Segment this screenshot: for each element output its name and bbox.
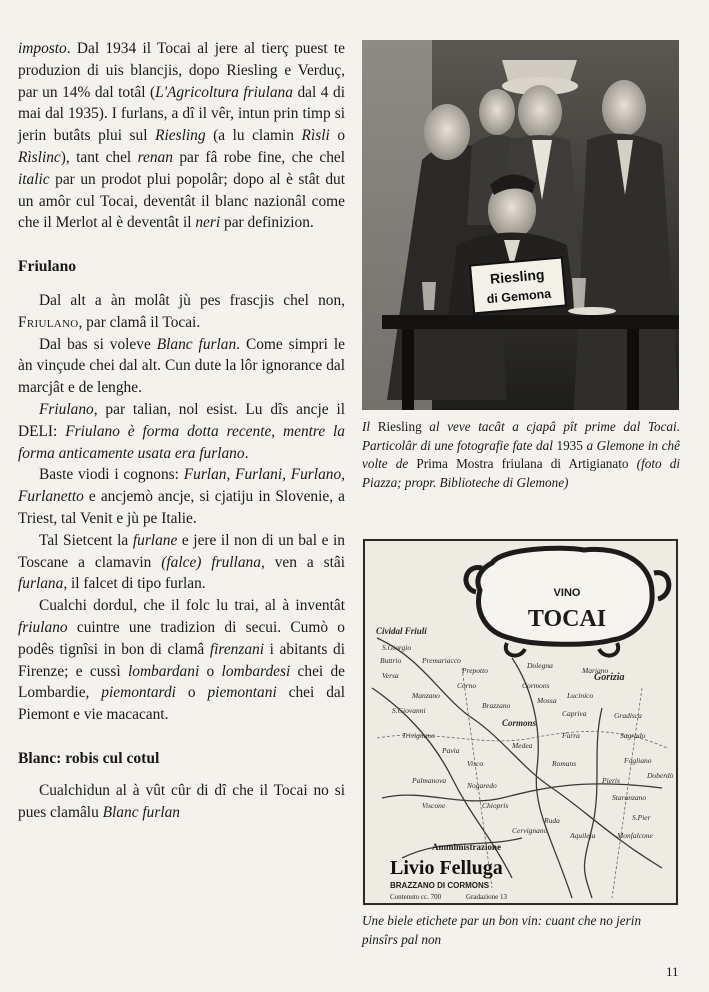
place-label: Fogliano xyxy=(624,756,652,765)
paragraph-6: Tal Sietcent la furlane e jere il non di un bal e in Toscane a clamavin (falce) frullana, ven a stâi furlana, il falcet di tipo furlan. xyxy=(18,531,346,593)
place-label: Sagrado xyxy=(620,731,646,740)
label-vino: VINO xyxy=(553,587,581,599)
place-label: Premariacco xyxy=(422,656,461,665)
paragraph-7: Cualchi dordul, che il folc lu trai, al à inventât friulano cuintre une tradizion di secui. Cumò o podês tignîsi in bon di clamâ firenzani i abitants di Firenze; e cussì lombardani o lombardesi chei de Lombardie, piemontardi o piemontani chei dal Piemont e vie macacant. xyxy=(18,597,346,724)
page-number: 11 xyxy=(666,964,679,979)
photo-illustration xyxy=(362,40,679,410)
left-column-text xyxy=(18,38,345,823)
label-tocai: TOCAI xyxy=(527,606,607,632)
wine-label-map xyxy=(362,538,679,906)
spacer xyxy=(18,278,345,290)
place-label: Doberdò xyxy=(647,771,674,780)
place-label: Prepotto xyxy=(462,666,488,675)
content-volume: Contenuto cc. 700 xyxy=(390,893,442,901)
place-label: Cervignano xyxy=(512,826,548,835)
spacer xyxy=(18,726,345,748)
place-label: Capriva xyxy=(562,709,587,718)
place-label: Viscone xyxy=(422,801,446,810)
place-label: Buttrio xyxy=(380,656,402,665)
place-label: S.Giovanni xyxy=(392,706,426,715)
alcohol-grade: Gradazione 13 xyxy=(466,893,508,901)
sign-text-gemona: di Gemona xyxy=(486,286,552,307)
section-heading-blanc: Blanc: robis cul cotul xyxy=(18,749,160,767)
place-label: Nogaredo xyxy=(467,781,497,790)
place-label: Aquileja xyxy=(570,831,596,840)
place-label: S.Pier xyxy=(632,813,651,822)
label-caption: Une biele etichete par un bon vin: cuant che no jerin pinsîrs pal non xyxy=(362,913,642,947)
paragraph-5: Baste viodi i cognons: Furlan, Furlani, Furlano, Furlanetto e ancjemò ancje, si cjatiju in Slovenie, a Triest, tal Venit e jù pe Italie. xyxy=(18,466,346,527)
paragraph-8: Cualchidun al à vût cûr di dî che il Tocai no si pues clamâlu Blanc furlan xyxy=(18,781,345,821)
place-label: S.Giorgio xyxy=(382,643,412,652)
place-label: Visco xyxy=(467,759,484,768)
place-label: Brazzano xyxy=(482,701,511,710)
sign-text-riesling: Riesling xyxy=(489,266,546,287)
map-illustration xyxy=(362,538,679,906)
place-label: Pavia xyxy=(442,746,460,755)
place-label: Corno xyxy=(457,681,477,690)
place-label: Cormons xyxy=(502,718,537,728)
place-label: Dolegna xyxy=(527,661,553,670)
place-label: Trivignano xyxy=(402,731,435,740)
place-label: Romans xyxy=(552,759,577,768)
place-label: Palmanova xyxy=(412,776,447,785)
place-label: Cividal Friuli xyxy=(376,626,427,636)
place-label: Farra xyxy=(562,731,580,740)
place-label: Lucinico xyxy=(567,691,594,700)
place-label: Gradisca xyxy=(614,711,642,720)
company-address: BRAZZANO DI CORMONS xyxy=(390,881,490,890)
place-label: Mossa xyxy=(537,696,557,705)
company-line-1: Ammimistrazione xyxy=(432,842,501,852)
paragraph-2: Dal alt a àn molât jù pes frascjis chel non, Friulano, par clamâ il Tocai. xyxy=(18,291,345,331)
place-label: Medea xyxy=(512,741,533,750)
riesling-sign xyxy=(470,258,566,314)
place-label: Chiopris xyxy=(482,801,509,810)
section-heading-friulano: Friulano xyxy=(18,258,77,276)
place-label: Versa xyxy=(382,671,399,680)
paragraph-1: imposto. Dal 1934 il Tocai al jere al tierç puest te produzion di uis blancjis, dopo Riesling e Verduç, par un 14% dal totâl (L'Agricoltura friulana dal 4 di mai dal 1935). I furlans, a dî il vêr, intun prin timp si jerin butâts plui sul Riesling (a lu clamin Rìsli o Rìslinc), tant chel renan par fâ robe fine, che chel italic par un prodot plui popolâr; dopo al è stât dut un amôr cul Tocai, deventât il blanc nazionâl come che il Merlot al è deventât il neri par definizion. xyxy=(18,40,346,232)
place-label: Mariano xyxy=(582,666,609,675)
place-label: Staranzano xyxy=(612,793,647,802)
place-label: Cormons xyxy=(522,681,550,690)
company-name: Livio Felluga xyxy=(390,857,503,879)
spacer xyxy=(18,234,345,256)
place-label: Pieris xyxy=(602,776,620,785)
paragraph-4: Friulano, par talian, nol esist. Lu dîs ancje il DELI: Friulano è forma dotta recente, mentre la forma anticamente usata era furlano. xyxy=(18,400,346,462)
place-label: Monfalcone xyxy=(617,831,653,840)
paragraph-3: Dal bas si voleve Blanc furlan. Come simpri le àn vinçude chei dal alt. Cun dute la lôr ignorance dal marcjât e de lenghe. xyxy=(18,335,345,397)
place-label: Ruda xyxy=(544,816,560,825)
historic-photograph xyxy=(362,40,679,410)
spacer xyxy=(18,770,345,780)
photo-caption: Il Riesling al veve tacât a cjapâ pît prime dal Tocai. Particolâr di une fotografie fate dal 1935 a Glemone in chê volte de Prima Mostra friulana di Artigianato (foto di Piazza; propr. Biblioteche di Glemone) xyxy=(362,419,681,490)
place-label: Manzano xyxy=(412,691,440,700)
place-label: Gorizia xyxy=(594,672,625,683)
